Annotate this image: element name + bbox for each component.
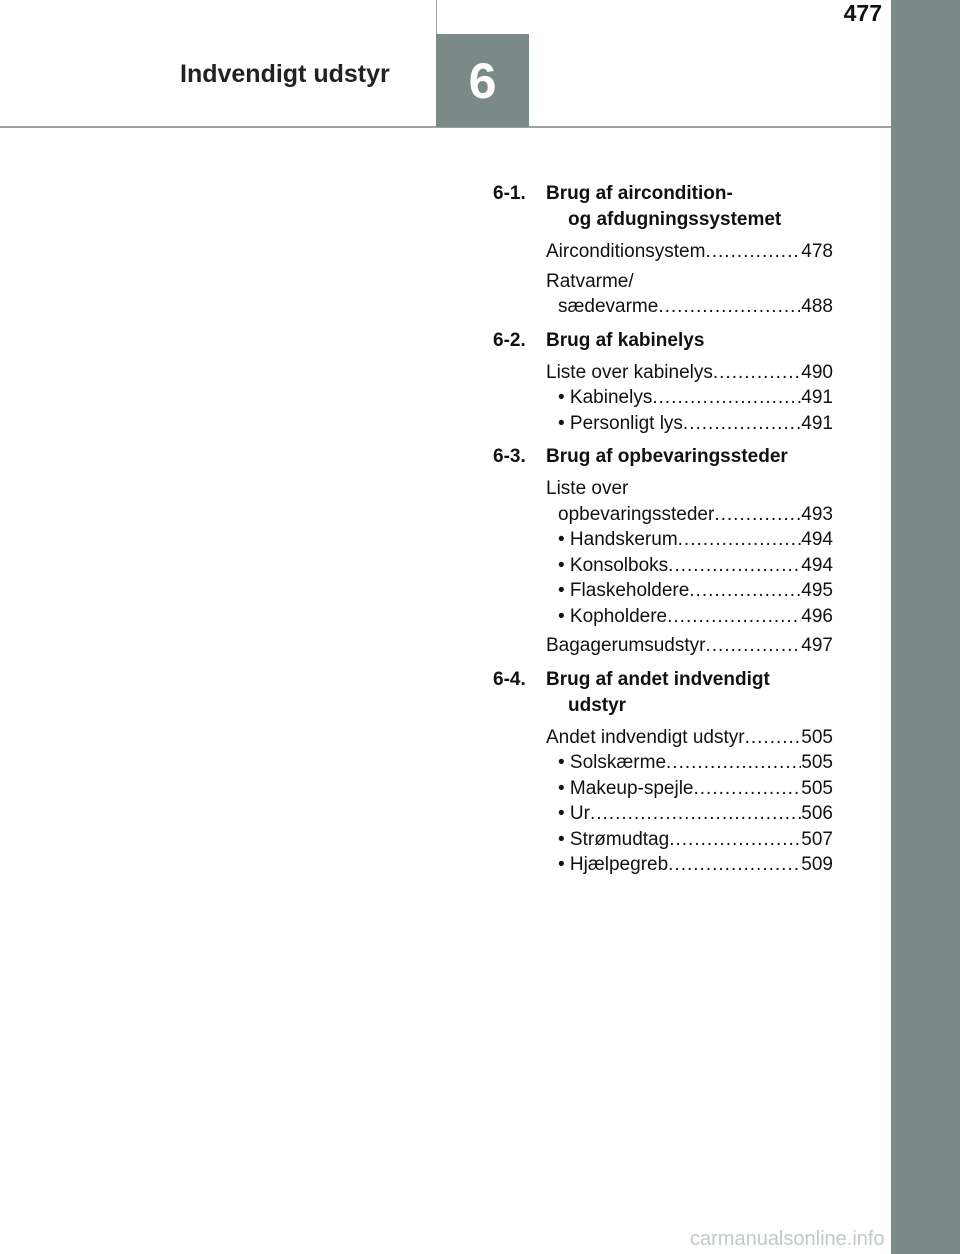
entry-label: Airconditionsystem (546, 241, 706, 262)
entry-page: 494 (801, 554, 833, 576)
entry-label-line: Liste over (546, 478, 629, 499)
leader-dots (668, 553, 801, 579)
section-title-line: og afdugningssystemet (568, 209, 782, 230)
toc-entry[interactable] (546, 750, 833, 776)
entry-label: Bagagerumsudstyr (546, 635, 706, 656)
section-title (546, 181, 833, 233)
leader-dots (669, 827, 801, 853)
entry-label: • Makeup-spejle (558, 777, 694, 799)
toc-entry[interactable] (546, 553, 833, 579)
entry-page: 493 (801, 503, 833, 525)
chapter-title: Indvendigt udstyr (180, 60, 390, 88)
entry-page: 509 (801, 854, 833, 875)
chapter-side-tab (891, 0, 960, 1254)
leader-dots (705, 633, 801, 659)
leader-dots (666, 750, 801, 776)
section-title: Brug af kabinelys (546, 329, 705, 351)
header-divider (436, 0, 437, 34)
toc-entry[interactable] (546, 239, 833, 265)
toc-entry[interactable] (546, 633, 833, 659)
entry-page: 505 (801, 777, 833, 799)
section-heading-6-1 (493, 181, 833, 233)
entry-label: • Personligt lys (558, 412, 683, 434)
leader-dots (714, 502, 801, 528)
toc-entry[interactable] (546, 604, 833, 630)
entry-label: • Flaskeholdere (558, 580, 690, 601)
leader-dots (705, 239, 801, 265)
entry-page: 488 (801, 296, 833, 317)
leader-dots (745, 725, 802, 751)
section-title (546, 667, 833, 719)
section-number: 6-4. (493, 668, 526, 690)
entry-label: • Kopholdere (558, 605, 668, 627)
entry-label: • Solskærme (558, 752, 667, 773)
toc-entry[interactable] (546, 852, 833, 878)
entry-page: 497 (801, 635, 833, 656)
entry-label: • Handskerum (558, 529, 678, 550)
toc-entry[interactable] (546, 578, 833, 604)
entry-label: • Ur (558, 803, 590, 824)
leader-dots (658, 294, 801, 320)
entry-label: • Konsolboks (558, 554, 669, 576)
entry-page: 490 (801, 361, 833, 383)
entry-label: • Strømudtag (558, 828, 670, 850)
entry-page: 496 (801, 605, 833, 627)
leader-dots (683, 411, 801, 437)
leader-dots (694, 776, 802, 802)
section-number: 6-3. (493, 446, 526, 467)
leader-dots (689, 578, 801, 604)
leader-dots (668, 852, 801, 878)
leader-dots (652, 385, 801, 411)
entry-label-line: Ratvarme/ (546, 270, 634, 292)
leader-dots (667, 604, 801, 630)
toc-entry[interactable] (546, 527, 833, 553)
leader-dots (590, 801, 801, 827)
section-heading-6-4 (493, 667, 833, 719)
leader-dots (678, 527, 802, 553)
entry-page: 491 (801, 387, 833, 408)
section-title-line: udstyr (568, 694, 627, 716)
section-title-line: Brug af andet indvendigt (546, 668, 770, 690)
section-number: 6-2. (493, 329, 526, 351)
toc-entry[interactable] (546, 385, 833, 411)
watermark-text: carmanualsonline.info (690, 1228, 885, 1250)
entry-page: 507 (801, 828, 833, 850)
toc-entry[interactable] (546, 827, 833, 853)
section-entries (546, 476, 833, 659)
section-title: Brug af opbevaringssteder (546, 446, 788, 467)
table-of-contents (493, 181, 833, 886)
entry-page: 478 (801, 241, 833, 262)
entry-label: • Kabinelys (558, 387, 653, 408)
section-title-line: Brug af aircondition- (546, 183, 733, 204)
section-number: 6-1. (493, 183, 526, 204)
entry-page: 505 (801, 726, 833, 748)
toc-entry[interactable] (546, 776, 833, 802)
section-entries (546, 725, 833, 878)
entry-label: Liste over kabinelys (546, 361, 713, 383)
toc-entry[interactable] (546, 411, 833, 437)
entry-label: Andet indvendigt udstyr (546, 726, 745, 748)
toc-entry[interactable] (546, 725, 833, 751)
section-entries (546, 360, 833, 437)
entry-page: 491 (801, 412, 833, 434)
leader-dots (713, 360, 801, 386)
entry-page: 505 (801, 752, 833, 773)
toc-entry[interactable] (546, 294, 833, 320)
entry-label: opbevaringssteder (558, 503, 715, 525)
entry-page: 495 (801, 580, 833, 601)
section-entries (546, 239, 833, 320)
section-heading-6-3 (493, 444, 833, 470)
page-number: 477 (843, 0, 882, 26)
entry-label: sædevarme (558, 296, 659, 317)
toc-entry[interactable] (546, 360, 833, 386)
chapter-number-box: 6 (436, 34, 529, 127)
entry-page: 506 (801, 803, 833, 824)
toc-entry[interactable] (546, 502, 833, 528)
section-heading-6-2 (493, 328, 833, 354)
entry-page: 494 (801, 529, 833, 550)
entry-label: • Hjælpegreb (558, 854, 669, 875)
toc-entry[interactable] (546, 801, 833, 827)
